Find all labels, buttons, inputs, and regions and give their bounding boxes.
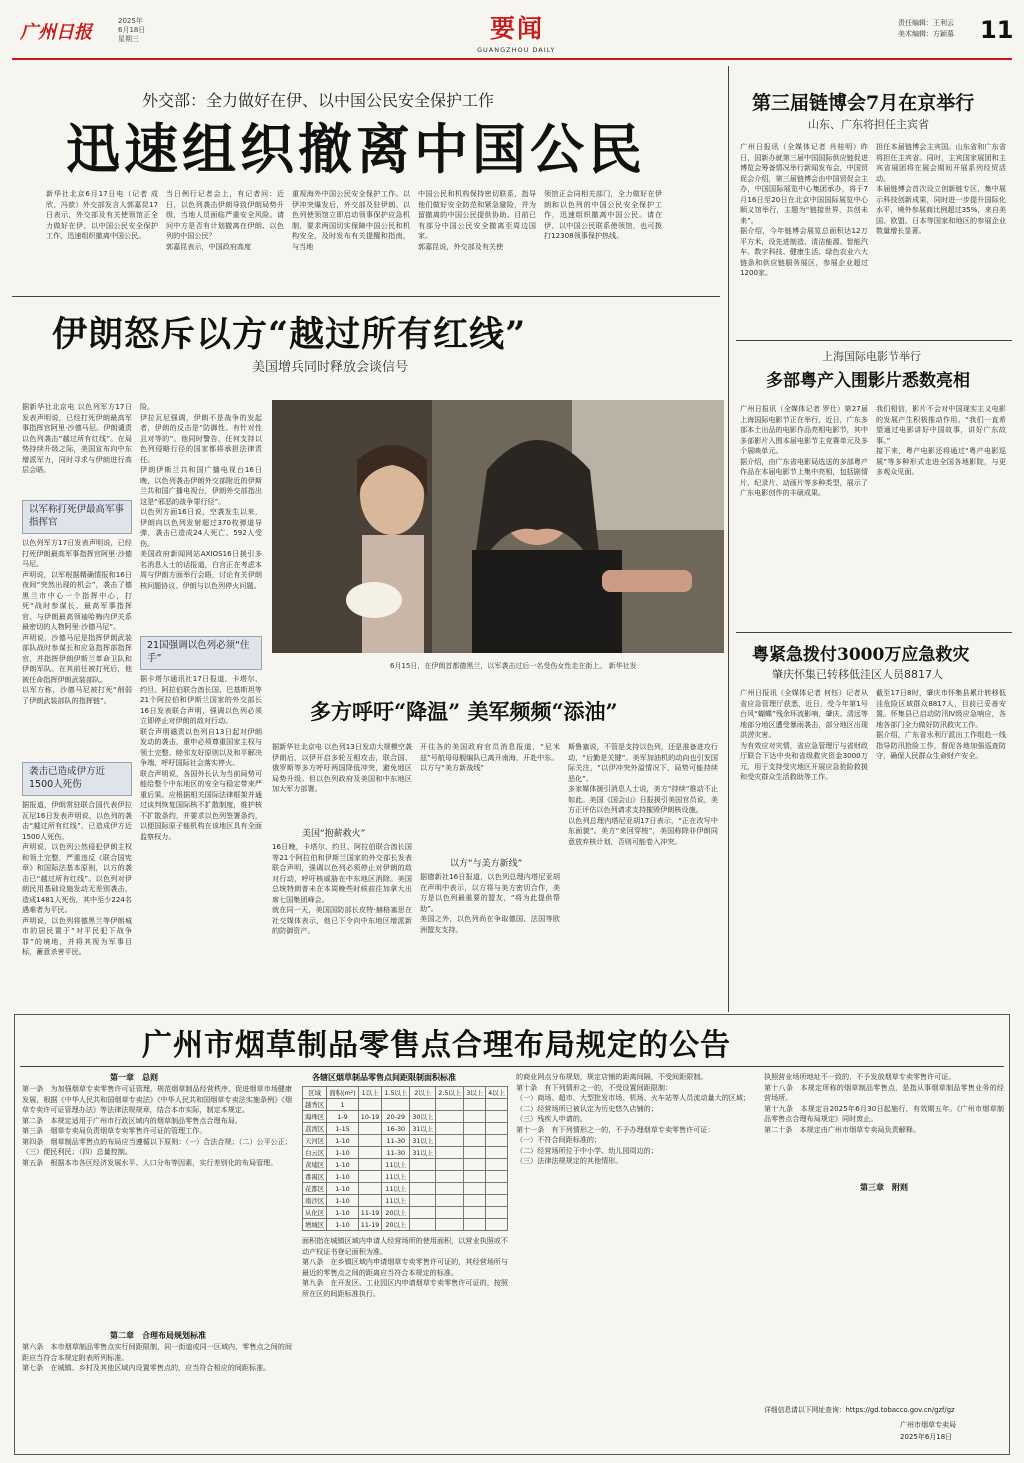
iran-column-2a: 险。 伊拉瓦尼强调，伊朗不是战争的发起者，伊朗的反击是“防御性、有针对性且对等的”。他同时警告，任何支持以色列侵略行径的国家都将承担法律责任。 伊朗伊斯兰共和国广播电视台16日晚，以色列袭击伊朗外交部附近的伊斯兰共和国广播电视台，伊朗外交部指出这是“邪恶的战争罪行径”。 以色列方面16日说，空袭发生以来，伊朗向以色列发射超过370枚弹道导弹，袭击已造成24人死亡、592人受伤。 美国政府新闻网站AXIOS16日援引多名消息人士的话报道，白宫正在考虑本周与伊朗方面举行会晤，讨论有关伊朗核问题协议、伊朗与以色列停火问题。 <box>140 402 262 590</box>
table-cell: 增城区 <box>303 1219 327 1231</box>
table-cell <box>436 1135 464 1147</box>
table-cell: 花都区 <box>303 1183 327 1195</box>
iran-column-2b: 据卡塔尔通讯社17日报道，卡塔尔、约旦、阿拉伯联合酋长国、巴基斯坦等21个阿拉伯和伊斯兰国家的外交部长16日发表联合声明，强调以色列必须立即停止对伊朗的敌对行动。 联合声明谴责以色列自13日起对伊朗发动的袭击，重申必须尊重国家主权与领土完整、睦邻友好原则以及和平解决争端，呼吁国际社会落实停火。 联合声明说，各国外长认为当前局势可能给整个中东地区的安全与稳定带来严重后果。应根据相关国际法律框架并通过谈判恢复国际核不扩散制度，维护核不扩散条约，并要求以色列签署条约，以便国际原子能机构在该地区具有全面监察权力。 <box>140 674 262 841</box>
us-subhead-2: 以方“与美方新线” <box>450 859 523 869</box>
photo-caption: 6月15日，在伊朗首都德黑兰，以军袭击过后一名受伤女性走在街上。 新华社发 <box>390 662 637 670</box>
notice-title-rule <box>20 1066 1004 1067</box>
lead-column-4: 中国公民和机构保持密切联系，指导他们做好安全防范和紧急避险，并为留撤离的中国公民提供协助。目前已有部分中国公民安全撤离至周边国家。 郭嘉昆说，外交部及有关使 <box>418 189 536 251</box>
newspaper-logo: 广州日报 <box>20 22 92 43</box>
table-cell: 1-10 <box>327 1207 359 1219</box>
chain-divider <box>736 340 1012 341</box>
table-row <box>303 1171 508 1183</box>
us-column-3: 斯鲁塞说，不管是支持以色列，还是准备进攻行动，“后勤是关键”。美军加油机的动向也引发国际关注，“以伊冲突外溢情况下，局势可能持续恶化”。 多家媒体援引消息人士说，美方“持续”推动不止如此。美国《国会山》日报援引美国官员说，美方正评估以色列请求支持摧毁伊朗核设施。 以色列总理内塔尼亚胡17日表示，“正在改写中东面貌”。美方“来回穿梭”，美国称除非伊朗同意放弃核计划，否则可能卷入冲突。 <box>568 742 718 846</box>
table-cell <box>464 1123 486 1135</box>
table-row <box>303 1219 508 1231</box>
table-row <box>303 1111 508 1123</box>
table-cell <box>464 1195 486 1207</box>
flood-column-2: 截至17日8时，肇庆市怀集县累计转移低洼危险区域群众8817人，目前已妥善安置。怀集县已启动防汛Ⅳ级应急响应，各地各部门全力做好防汛救灾工作。 据介绍，广东省水利厅派出工作组赴一线指导防汛抢险工作，督促各地加强巡查防守，确保人民群众生命财产安全。 <box>876 688 1006 760</box>
table-cell <box>464 1183 486 1195</box>
table-cell: 1-15 <box>327 1123 359 1135</box>
notice-link[interactable]: 详细信息请以下网址查询：https://gd.tobacco.gov.cn/gzf/gz <box>764 1406 955 1414</box>
table-cell: 越秀区 <box>303 1099 327 1111</box>
photo-illustration <box>272 400 724 653</box>
table-cell: 10-19 <box>358 1111 382 1123</box>
table-cell <box>486 1159 508 1171</box>
notice-column-1b: 第六条 本市烟草制品零售点实行间距限制，同一街道或同一区域内，零售点之间的间距应当符合本规定附表所列标准。 第七条 在城镇、乡村及其他区域内设置零售点的，应当符合相应的间距标准。 <box>22 1342 292 1372</box>
us-column-1a: 据新华社北京电 以色列13日发动大规模空袭伊朗后，以伊开启多轮互相攻击，联合国、俄罗斯等多方呼吁两国降低冲突，避免地区局势升级。但以色列政府及美国和中东地区加大军力部署。 <box>272 742 412 793</box>
film-column-2: 我们相信，影片不会对中国现实主义电影的发展产生积极推动作用。“我们一直希望通过电影讲好中国故事，讲好广东故事。” 接下来，粤产电影还将通过“粤产电影巡展”等多种形式走进全国各地影院，与更多观众见面。 <box>876 404 1006 476</box>
table-header-cell: 4以上 <box>486 1087 508 1099</box>
editor-credits <box>898 18 954 40</box>
chain-subhead: 山东、广东将担任主宾省 <box>808 118 929 131</box>
date-block <box>118 17 145 44</box>
table-cell: 11-30 <box>382 1135 410 1147</box>
table-cell <box>436 1147 464 1159</box>
table-cell <box>410 1159 436 1171</box>
table-cell <box>358 1135 382 1147</box>
spacing-table <box>302 1086 508 1231</box>
table-cell: 1-10 <box>327 1171 359 1183</box>
table-row <box>303 1099 508 1111</box>
table-cell: 31以上 <box>410 1123 436 1135</box>
table-cell: 从化区 <box>303 1207 327 1219</box>
table-cell <box>464 1159 486 1171</box>
table-cell <box>464 1099 486 1111</box>
table-header-cell: 1.5以上 <box>382 1087 410 1099</box>
table-row <box>303 1135 508 1147</box>
lead-column-2: 当日例行记者会上，有记者问：近日，以色列袭击伊朗导致伊朗局势升级，当地人员面临严重安全风险。请问中方是否有计划撤离在伊朗、以色列的中国公民？ 郭嘉昆表示，中国政府高度 <box>166 189 284 251</box>
notice-column-2: 面积指在城镇区域内申请人经营场所的使用面积，以营业执照或不动产权证书登记面积为准。 第八条 在乡镇区域内申请烟草专卖零售许可证的，其经营场所与最近的零售点之间的距离应当符合本规定的标准。 第九条 在开发区、工业园区内申请烟草专卖零售许可证的，按照所在区的间距标准执行。 <box>302 1236 508 1298</box>
table-cell: 1-10 <box>327 1219 359 1231</box>
masthead-rule <box>12 58 1012 60</box>
table-cell: 16-30 <box>382 1123 410 1135</box>
table-header-cell: 1以上 <box>358 1087 382 1099</box>
table-cell <box>464 1219 486 1231</box>
iran-headline: 伊朗怒斥以方“越过所有红线” <box>52 314 527 355</box>
table-row <box>303 1123 508 1135</box>
iran-box-3: 21国强调以色列必须“住手” <box>140 636 262 670</box>
table-body <box>303 1099 508 1231</box>
table-cell <box>486 1219 508 1231</box>
table-cell <box>436 1183 464 1195</box>
iran-column-1a: 据新华社北京电 以色列军方17日发表声明说，已经打死伊朗最高军事指挥官阿里·沙德马尼。伊朗谴责以色列袭击“越过所有红线”。在局势持续升级之际，美国宣布向中东增派军力，同时寻求与伊朗进行高层会晤。 <box>22 402 132 474</box>
us-column-2b: 据德新社16日报道，以色列总理内塔尼亚胡在声明中表示，以方将与美方密切合作，美方是以色列最重要的盟友，“将为此提供帮助”。 美国之外，以色列尚在争取德国、法国等欧洲盟友支持。 <box>420 872 560 934</box>
notice-date: 2025年6月18日 <box>900 1433 953 1441</box>
table-cell <box>436 1111 464 1123</box>
table-cell: 11-30 <box>382 1147 410 1159</box>
date-year: 2025年 <box>118 17 143 25</box>
table-cell: 荔湾区 <box>303 1123 327 1135</box>
chapter-1-heading: 第一章 总则 <box>110 1073 158 1082</box>
us-column-2a: 开往各的美国政府官员消息报道，“尼米兹”号航母母舰编队已离开南海，开赴中东。 以方与“美方新战线” <box>420 742 560 772</box>
table-cell: 20以上 <box>382 1219 410 1231</box>
table-cell: 白云区 <box>303 1147 327 1159</box>
flood-headline: 粤紧急拨付3000万应急救灾 <box>752 645 970 665</box>
table-cell <box>436 1219 464 1231</box>
table-cell: 1 <box>327 1099 359 1111</box>
table-cell <box>410 1195 436 1207</box>
table-cell <box>436 1195 464 1207</box>
table-cell: 1-10 <box>327 1195 359 1207</box>
date-day: 6月18日 <box>118 26 146 34</box>
table-cell <box>410 1099 436 1111</box>
table-cell <box>382 1099 410 1111</box>
art-editor-line: 美术编辑：方颖慕 <box>898 30 954 38</box>
table-cell: 南沙区 <box>303 1195 327 1207</box>
table-cell: 番禺区 <box>303 1171 327 1183</box>
table-header-cell: 面积(m²) <box>327 1087 359 1099</box>
sidebar-divider <box>728 66 729 1012</box>
table-cell: 11以上 <box>382 1195 410 1207</box>
table-cell: 1-10 <box>327 1135 359 1147</box>
table-cell <box>486 1183 508 1195</box>
film-divider <box>736 632 1012 633</box>
table-row <box>303 1159 508 1171</box>
table-cell <box>436 1099 464 1111</box>
weekday: 星期三 <box>118 35 139 43</box>
news-photo <box>272 400 724 653</box>
table-cell <box>486 1147 508 1159</box>
us-headline: 多方呼吁“降温” 美军频频“添油” <box>310 699 618 724</box>
film-headline: 多部粤产入围影片悉数亮相 <box>766 371 970 391</box>
table-cell <box>410 1171 436 1183</box>
table-cell <box>436 1207 464 1219</box>
table-cell <box>436 1159 464 1171</box>
spacing-table-grid <box>302 1086 508 1231</box>
film-kicker: 上海国际电影节举行 <box>822 350 921 363</box>
table-cell: 11-19 <box>358 1207 382 1219</box>
flood-column-1: 广州日报讯（全媒体记者 何钰）记者从省应急管理厅获悉，近日，受今年第1号台风“蝴蝶”残余环流影响，肇庆、清远等地部分地区遭受暴雨袭击，部分地区出现洪涝灾害。 为有效应对灾情，省应急管理厅与省财政厅联合下达中央和省级救灾资金3000万元，用于支持受灾地区开展应急抢险救援和受灾群众生活救助等工作。 <box>740 688 868 781</box>
chain-headline: 第三届链博会7月在京举行 <box>752 92 975 114</box>
iran-box-1: 以军称打死伊最高军事指挥官 <box>22 500 132 534</box>
table-cell <box>486 1123 508 1135</box>
table-title: 各辖区烟草制品零售点间距限制面积标准 <box>312 1073 456 1082</box>
table-cell <box>486 1195 508 1207</box>
table-header-cell: 3以上 <box>464 1087 486 1099</box>
notice-title: 广州市烟草制品零售点合理布局规定的公告 <box>142 1028 731 1063</box>
table-cell <box>486 1099 508 1111</box>
us-column-1b: 16日晚，卡塔尔、约旦、阿拉伯联合酋长国等21个阿拉伯和伊斯兰国家的外交部长发表联合声明，强调以色列必须停止对伊朗的敌对行动，呼吁核威胁在中东地区消除。美国总统特朗普未在本周晚些时候前往加拿大出席七国集团峰会。 就在同一天，美国国防部长皮特·赫格塞思在社交媒体表示，他已下令向中东地区增派新的防御资产。 <box>272 842 412 935</box>
table-cell <box>464 1147 486 1159</box>
table-cell: 30以上 <box>410 1111 436 1123</box>
table-cell: 天河区 <box>303 1135 327 1147</box>
table-cell: 11以上 <box>382 1159 410 1171</box>
table-row <box>303 1207 508 1219</box>
table-header-row <box>303 1087 508 1099</box>
table-cell <box>358 1171 382 1183</box>
table-cell <box>464 1135 486 1147</box>
lead-column-1: 新华社北京6月17日电（记者 成欣、冯歆）外交部发言人郭嘉昆17日表示，外交部及有关使领馆正全力做好在伊、以中国公民安全保护工作，迅速组织撤离中国公民。 <box>46 189 158 240</box>
chain-column-1: 广州日报讯（全媒体记者 肖桂明）昨日，国新办就第三届中国国际供应链促进博览会筹备情况举行新闻发布会，中国贸促会介绍，第三届链博会由中国贸促会主办，中国国际展览中心集团承办，将于7月16日至20日在北京中国国际展览中心顺义馆举行，主题为“链接世界，共创未来”。 据介绍，今年链博会展览总面积达12万平方米，设先进制造、清洁能源、智能汽车、数字科技、健康生活、绿色农业六大链条和供应链服务展区，参展企业超过1200家。 <box>740 142 868 277</box>
table-cell: 31以上 <box>410 1135 436 1147</box>
table-cell: 11-19 <box>358 1219 382 1231</box>
flood-subhead: 肇庆怀集已转移低洼区人员8817人 <box>772 668 943 681</box>
chapter-2-heading: 第二章 合理布局规划标准 <box>110 1331 206 1340</box>
table-cell <box>358 1123 382 1135</box>
table-cell <box>410 1207 436 1219</box>
section-en: GUANGZHOU DAILY <box>477 46 556 54</box>
page-number: 11 <box>980 16 1014 44</box>
table-cell <box>486 1171 508 1183</box>
chain-column-2: 担任本届链博会主宾国。山东省和广东省将担任主宾省。同时，主宾国家展团和主宾省展团将在展会期间开展系列经贸活动。 本届链博会首次设立创新链专区，集中展示科技创新成果，同时进一步提升国际化水平，境外参展商比例超过35%，来自美国、欧盟、日本等国家和地区的参展企业数量增长显著。 <box>876 142 1006 235</box>
table-cell: 1-10 <box>327 1147 359 1159</box>
section-title: 要闻 <box>490 14 545 43</box>
table-cell <box>486 1135 508 1147</box>
table-cell: 20以上 <box>382 1207 410 1219</box>
notice-column-4: 执照营业场所地址不一致的，不予发放烟草专卖零售许可证。 第十八条 本规定所称的烟草制品零售点，是指从事烟草制品零售业务的经营场所。 第十九条 本规定自2025年6月30日起施行，有效期五年。《广州市烟草制品零售点合理布局规定》同时废止。 第二十条 本规定由广州市烟草专卖局负责解释。 <box>764 1072 1004 1134</box>
table-cell: 20-29 <box>382 1111 410 1123</box>
table-cell <box>358 1159 382 1171</box>
table-cell <box>358 1195 382 1207</box>
editor-line: 责任编辑：王利云 <box>898 19 954 27</box>
table-cell <box>358 1183 382 1195</box>
table-header-cell: 2.5以上 <box>436 1087 464 1099</box>
table-cell <box>464 1111 486 1123</box>
table-cell: 海珠区 <box>303 1111 327 1123</box>
table-header-cell: 区域 <box>303 1087 327 1099</box>
table-cell <box>464 1171 486 1183</box>
table-cell <box>464 1207 486 1219</box>
notice-issuer: 广州市烟草专卖局 <box>900 1421 956 1429</box>
iran-column-1b: 以色列军方17日发表声明说，已经打死伊朗最高军事指挥官阿里·沙德马尼。 声明说，以军根据精确情报和16日夜间“突然出现的机会”，袭击了德黑兰市中心一个指挥中心，打死“战时参谋长、最高军事指挥官、与伊朗最高领袖哈梅内伊关系最密切的人物阿里·沙德马尼”。 声明说，沙德马尼是指挥伊朗武装部队战时参谋长和应急指挥部指挥官，并指挥伊朗伊斯兰革命卫队和伊朗军队。在其前任被打死后，他被任命指挥伊朗武装部队。 以军方称，沙德马尼被打死“削弱了伊朗武装部队的指挥链”。 <box>22 538 132 705</box>
table-header-cell: 2以上 <box>410 1087 436 1099</box>
notice-column-3: 的商业网点分布规划，规定店铺的距离间隔，不受间距限制。 第十条 有下列情形之一的，不受设置间距限制： （一）商场、超市、大型批发市场、机场、火车站等人员流动量大的区域； （二）经营场所已被认定为历史悠久店铺的； （三）残疾人申请的。 第十一条 有下列情形之一的，不予办理烟草专卖零售许可证： （一）不符合间距标准的； （二）经营场所位于中小学、幼儿园周边的； （三）法律法规规定的其他情形。 <box>516 1072 751 1165</box>
table-cell: 11以上 <box>382 1183 410 1195</box>
lead-column-3: 重视海外中国公民安全保护工作。以伊冲突爆发后，外交部及驻伊朗、以色列使领馆立即启动领事保护应急机制，要求两国切实保障中国公民和机构安全，及时发布有关提醒和指南，与当地 <box>292 189 410 251</box>
table-cell <box>358 1147 382 1159</box>
table-row <box>303 1183 508 1195</box>
table-row <box>303 1147 508 1159</box>
lead-divider <box>12 296 720 297</box>
table-cell: 1-10 <box>327 1159 359 1171</box>
table-cell <box>436 1123 464 1135</box>
table-row <box>303 1195 508 1207</box>
us-subhead-1: 美国“抱薪救火” <box>302 829 366 839</box>
iran-subhead: 美国增兵同时释放会谈信号 <box>252 360 409 375</box>
notice-column-1: 第一条 为加强烟草专卖零售许可证管理，规范烟草制品经营秩序，促进烟草市场健康发展，根据《中华人民共和国烟草专卖法》《中华人民共和国烟草专卖法实施条例》《烟草专卖许可证管理办法》等法律法规规章，结合本市实际，制定本规定。 第二条 本规定适用于广州市行政区域内的烟草制品零售点合理布局。 第三条 烟草专卖局负责烟草专卖零售许可证的管理工作。 第四条 烟草制品零售点的布局应当遵循以下原则：（一）合法合规；（二）公平公正；（三）便民利民；（四）总量控制。 第五条 根据本市各区经济发展水平、人口分布等因素，实行差别化的布局管理。 <box>22 1084 292 1167</box>
table-cell: 1-9 <box>327 1111 359 1123</box>
table-cell <box>486 1207 508 1219</box>
iran-box-2: 袭击已造成伊方近1500人死伤 <box>22 762 132 796</box>
table-cell <box>358 1099 382 1111</box>
table-cell <box>410 1219 436 1231</box>
table-cell: 1-10 <box>327 1183 359 1195</box>
table-cell: 黄埔区 <box>303 1159 327 1171</box>
film-column-1: 广州日报讯（全媒体记者 罗仕）第27届上海国际电影节正在举行，近日，广东多部本土出品的电影作品亮相电影节，其中多部影片入围本届电影节主竞赛单元及多个展映单元。 据介绍，由广东省电影局选送的多部粤产作品在本届电影节上集中亮相，包括剧情片、纪录片、动画片等多种类型，展示了广东电影创作的丰硕成果。 <box>740 404 868 497</box>
lead-kicker: 外交部：全力做好在伊、以中国公民安全保护工作 <box>142 91 495 110</box>
lead-headline: 迅速组织撤离中国公民 <box>66 117 646 181</box>
table-cell: 31以上 <box>410 1147 436 1159</box>
table-cell <box>410 1183 436 1195</box>
table-cell <box>436 1171 464 1183</box>
iran-column-1c: 据报道，伊朗常驻联合国代表伊拉瓦尼16日发表声明说，以色列的袭击“越过所有红线”，已造成伊方近1500人死伤。 声明说，以色列公然侵犯伊朗主权和领土完整，严重违反《联合国宪章》和国际法基本原则，以方的袭击已“越过所有红线”。以色列对伊朗民用基础设施发动无差别袭击，造成1481人死伤，其中至少224名遇难者为平民。 声明说，以色列将德黑兰等伊朗城市的居民置于“对平民犯下战争罪”的境地，并将其视为军事目标，蓄意杀害平民。 <box>22 800 132 956</box>
lead-column-5: 领馆正会同相关部门，全力做好在伊朗和以色列的中国公民安全保护工作，迅速组织撤离中国公民。请在伊、以中国公民联系使领馆，也可拨打12308领事保护热线。 <box>544 189 662 240</box>
chapter-3-heading: 第三章 附则 <box>860 1183 908 1192</box>
table-cell <box>486 1111 508 1123</box>
table-cell: 11以上 <box>382 1171 410 1183</box>
